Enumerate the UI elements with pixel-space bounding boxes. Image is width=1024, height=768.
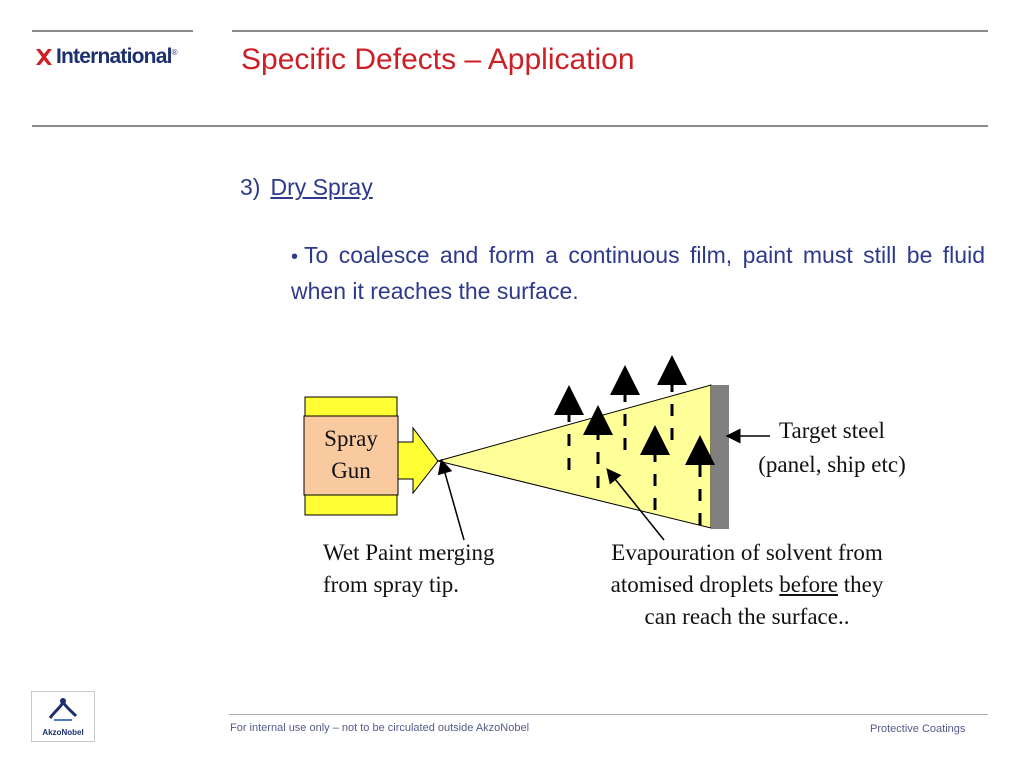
bullet-symbol: • <box>291 246 299 268</box>
target-steel-label: Target steel (panel, ship etc) <box>758 418 906 477</box>
spray-cone <box>438 385 711 528</box>
spray-nozzle-arrow <box>398 428 438 493</box>
logo-wordmark: International® <box>56 45 178 68</box>
akzonobel-wordmark: AkzoNobel <box>42 728 84 737</box>
akzonobel-figure-icon <box>32 696 94 726</box>
footer-disclaimer: For internal use only – not to be circulated outside AkzoNobel <box>230 722 530 734</box>
section-number: 3) <box>240 174 261 200</box>
wet-paint-label: Wet Paint merging from spray tip. <box>323 540 495 597</box>
page-title: Specific Defects – Application <box>241 43 635 76</box>
evaporation-label: Evapouration of solvent from atomised droplets before they can reach the surface.. <box>610 540 884 629</box>
bullet-text: To coalesce and form a continuous film, paint must still be fluid when it reaches the surface. <box>291 242 985 304</box>
spray-gun-label: Spray Gun <box>324 426 378 483</box>
spray-tip-pointer-line <box>443 466 464 540</box>
section-name: Dry Spray <box>270 174 373 200</box>
footer-rule <box>229 714 988 715</box>
footer-division: Protective Coatings <box>870 723 966 735</box>
target-steel-plate <box>711 385 729 529</box>
akzonobel-logo <box>31 691 95 742</box>
